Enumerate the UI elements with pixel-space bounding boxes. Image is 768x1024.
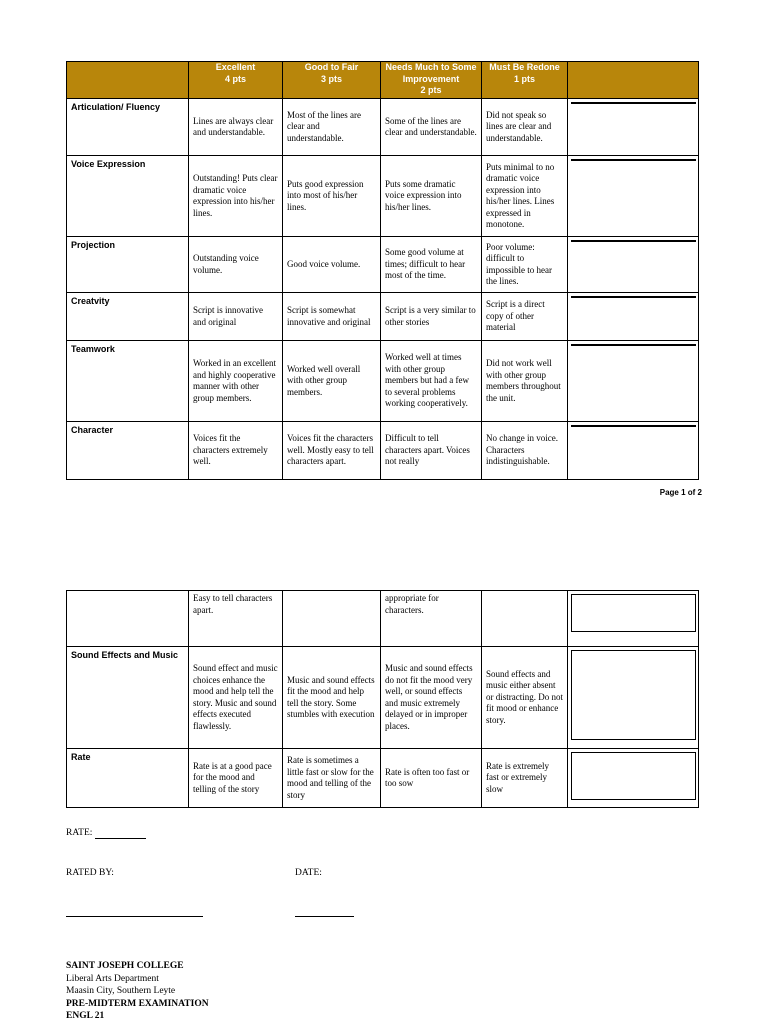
table-row [67,156,699,237]
school-name: SAINT JOSEPH COLLEGE [66,961,184,971]
score-box[interactable] [571,344,696,346]
course-code: ENGL 21 [66,1011,105,1021]
table-row [67,647,699,749]
criterion-label: Character [67,422,189,480]
table-row [67,591,699,647]
header-redone [482,62,568,99]
header-excellent [189,62,283,99]
good-desc: Puts good expression into most of his/her lines. [283,156,381,237]
score-cell [568,99,699,156]
header-good [283,62,381,99]
redone-desc: Did not speak so lines are clear and understandable. [482,99,568,156]
score-cell [568,749,699,808]
date-label: DATE: [295,868,322,878]
criterion-label: Teamwork [67,341,189,422]
score-box[interactable] [571,159,696,161]
rate-line[interactable] [95,838,146,839]
redone-desc: Script is a direct copy of other material [482,293,568,341]
needs-desc: appropriate for characters. [381,591,482,647]
criterion-label: Rate [67,749,189,808]
header-score-cell [568,62,699,99]
score-cell [568,647,699,749]
score-cell [568,341,699,422]
excellent-desc: Lines are always clear and understandable. [189,99,283,156]
excellent-desc: Outstanding voice volume. [189,237,283,293]
good-desc: Good voice volume. [283,237,381,293]
redone-desc: No change in voice. Characters indistinguishable. [482,422,568,480]
good-desc [283,591,381,647]
rated-by-line[interactable] [66,916,203,917]
header-excellent-points: 4 pts [224,73,246,84]
footer [66,960,209,1023]
score-cell [568,591,699,647]
excellent-desc: Script is innovative and original [189,293,283,341]
redone-desc: Poor volume: difficult to impossible to hear the lines. [482,237,568,293]
redone-desc: Puts minimal to no dramatic voice expression into his/her lines. Lines expressed in monotone. [482,156,568,237]
needs-desc: Difficult to tell characters apart. Voices not really [381,422,482,480]
table-row [67,341,699,422]
header-good-points: 3 pts [320,73,342,84]
rated-by-label: RATED BY: [66,868,114,878]
criterion-label: Creatvity [67,293,189,341]
page-number: Page 1 of 2 [659,488,702,497]
needs-desc: Rate is often too fast or too sow [381,749,482,808]
table-row [67,237,699,293]
excellent-desc: Rate is at a good pace for the mood and telling of the story [189,749,283,808]
good-desc: Rate is sometimes a little fast or slow for the mood and telling of the story [283,749,381,808]
excellent-desc: Worked in an excellent and highly cooperative manner with other group members. [189,341,283,422]
table-row [67,749,699,808]
needs-desc: Music and sound effects do not fit the mood very well, or sound effects and music extremely delayed or in improper places. [381,647,482,749]
score-cell [568,156,699,237]
header-needs [381,62,482,99]
address: Maasin City, Southern Leyte [66,986,176,996]
criterion-label: Sound Effects and Music [67,647,189,749]
header-redone-points: 1 pts [513,73,535,84]
score-box[interactable] [571,425,696,427]
needs-desc: Script is a very similar to other stories [381,293,482,341]
header-good-label: Good to Fair [304,62,359,72]
needs-desc: Some of the lines are clear and understandable. [381,99,482,156]
score-box[interactable] [571,650,696,740]
excellent-desc: Voices fit the characters extremely well. [189,422,283,480]
needs-desc: Worked well at times with other group members but had a few to several problems working cooperatively. [381,341,482,422]
redone-desc [482,591,568,647]
rubric-table-page-1 [66,61,699,480]
score-box[interactable] [571,594,696,632]
header-row [67,62,699,99]
excellent-desc: Easy to tell characters apart. [189,591,283,647]
date-line[interactable] [295,916,354,917]
score-box[interactable] [571,296,696,298]
department: Liberal Arts Department [66,973,159,984]
rate-label: RATE: [66,828,93,838]
header-redone-label: Must Be Redone [489,62,560,72]
score-box[interactable] [571,240,696,242]
score-cell [568,293,699,341]
good-desc: Worked well overall with other group members. [283,341,381,422]
score-box[interactable] [571,752,696,800]
score-cell [568,422,699,480]
criterion-label: Articulation/ Fluency [67,99,189,156]
criterion-label: Projection [67,237,189,293]
needs-desc: Puts some dramatic voice expression into his/her lines. [381,156,482,237]
header-needs-label: Needs Much to Some Improvement [385,62,477,84]
table-row [67,293,699,341]
exam-title: PRE-MIDTERM EXAMINATION [66,998,209,1009]
rubric-table-page-2 [66,590,699,808]
good-desc: Voices fit the characters well. Mostly easy to tell characters apart. [283,422,381,480]
excellent-desc: Outstanding! Puts clear dramatic voice expression into his/her lines. [189,156,283,237]
needs-desc: Some good volume at times; difficult to hear most of the time. [381,237,482,293]
score-box[interactable] [571,102,696,104]
score-cell [568,237,699,293]
table-row [67,99,699,156]
header-criteria-cell [67,62,189,99]
table-row [67,422,699,480]
redone-desc: Rate is extremely fast or extremely slow [482,749,568,808]
good-desc: Music and sound effects fit the mood and help tell the story. Some stumbles with execution [283,647,381,749]
redone-desc: Sound effects and music either absent or distracting. Do not fit mood or enhance story. [482,647,568,749]
redone-desc: Did not work well with other group members throughout the unit. [482,341,568,422]
header-needs-points: 2 pts [420,85,442,95]
criterion-label: Voice Expression [67,156,189,237]
excellent-desc: Sound effect and music choices enhance the mood and help tell the story. Music and sound effects executed flawlessly. [189,647,283,749]
header-excellent-label: Excellent [215,62,256,72]
good-desc: Most of the lines are clear and understandable. [283,99,381,156]
criterion-label [67,591,189,647]
good-desc: Script is somewhat innovative and original [283,293,381,341]
